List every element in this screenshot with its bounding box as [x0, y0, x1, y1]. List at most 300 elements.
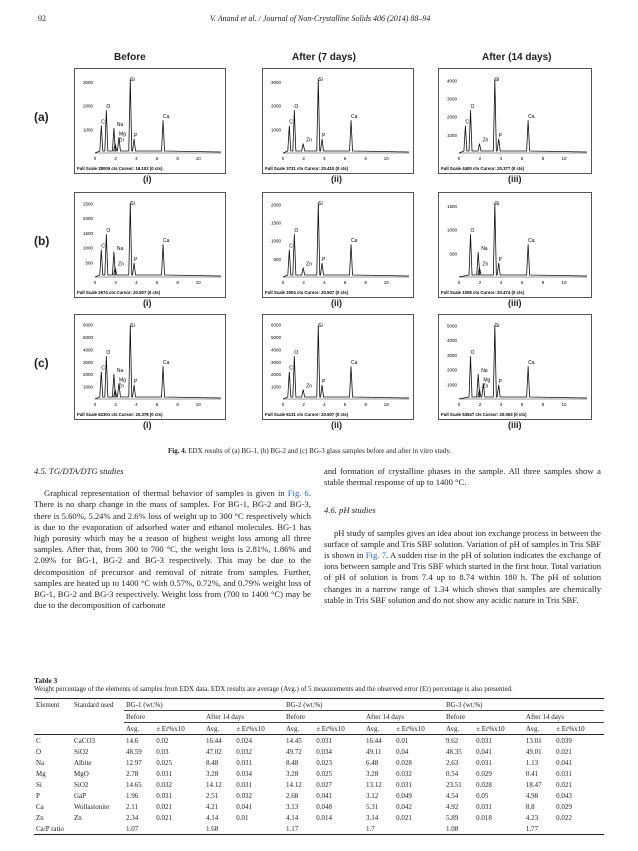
x-tick-label: 2: [302, 156, 305, 161]
row-label: (b): [34, 234, 50, 248]
cell-error: 0.032: [236, 791, 252, 800]
cell-element: Ca: [36, 802, 44, 811]
edx-spectrum-svg: [75, 315, 225, 419]
spectrum-footer: Full Scale 54547 cts Cursor: 20.053 (0 cts): [441, 412, 527, 417]
edx-spectrum-panel: [438, 68, 592, 174]
cell-error: 0.027: [316, 780, 332, 789]
cell-avg: 14.12: [285, 780, 302, 789]
peak-label: Si: [130, 77, 135, 83]
cell-avg: 49.01: [525, 747, 542, 756]
cell-element: P: [36, 791, 40, 800]
edx-spectrum-svg: [439, 315, 591, 419]
table-caption: Weight percentage of the elements of samples from EDX data. EDX results are average (Avg.) of 5 measurements and the observed error (Er) percentage is also presented.: [34, 685, 513, 693]
edx-spectrum-panel: [438, 192, 592, 298]
x-tick-label: 2: [114, 156, 117, 161]
cell-standard: SiO2: [74, 747, 89, 756]
x-tick-label: 6: [520, 402, 524, 407]
cell-error: 0.041: [556, 758, 572, 767]
x-tick-label: 10: [383, 156, 389, 161]
group-header-bg3: BG-3 (wt.%): [444, 699, 604, 711]
spectrum-trace: [283, 203, 409, 277]
x-tick-label: 10: [383, 402, 389, 407]
panel-sublabel: (i): [143, 298, 152, 308]
fig6-link[interactable]: Fig. 6: [287, 488, 309, 499]
y-tick-label: 3000: [82, 80, 93, 86]
peak-label: Zn: [306, 261, 313, 268]
peak-label: Si: [494, 77, 500, 83]
cell-avg: 1.17: [285, 824, 299, 833]
cell-avg: 49.11: [365, 747, 382, 756]
peak-label: P: [134, 132, 138, 139]
table-3: [34, 698, 604, 835]
cell-avg: 1.68: [205, 824, 219, 833]
peak-label: Zn: [482, 383, 489, 390]
subheader-before: Before: [284, 711, 364, 723]
panel-sublabel: (ii): [331, 174, 342, 184]
y-tick-label: 1000: [270, 384, 281, 390]
x-tick-label: 8: [541, 156, 545, 161]
cell-avg: 3.12: [365, 791, 379, 800]
cell-error: 0.018: [476, 813, 492, 822]
y-tick-label: 3000: [446, 352, 457, 358]
x-tick-label: 10: [561, 156, 567, 161]
x-tick-label: 4: [323, 156, 326, 161]
x-tick-label: 0: [93, 402, 97, 407]
peak-label: O: [106, 350, 111, 357]
peak-label: Ca: [163, 238, 170, 245]
cell-error: 0.032: [156, 780, 172, 789]
subheader-after: After 14 days: [364, 711, 444, 723]
x-tick-label: 6: [520, 156, 524, 161]
subheader-err: ± Er%x10: [236, 724, 265, 733]
cell-avg: 14.12: [205, 780, 222, 789]
peak-label: Zn: [482, 261, 489, 268]
spectrum-trace: [459, 203, 587, 277]
peak-label: P: [498, 132, 503, 139]
cell-error: 0.031: [476, 758, 492, 767]
panel-sublabel: (i): [143, 420, 152, 430]
peak-label: Zn: [118, 383, 125, 390]
peak-label: O: [294, 104, 299, 111]
y-tick-label: 2000: [82, 372, 93, 378]
cell-avg: 1.7: [365, 824, 375, 833]
cell-standard: [72, 823, 124, 835]
peak-label: Si: [494, 201, 500, 207]
table-row: [34, 757, 604, 768]
x-tick-label: 6: [343, 280, 347, 285]
cell-avg: 5.31: [365, 802, 379, 811]
peak-label: Si: [318, 323, 323, 329]
row-label: (c): [34, 356, 49, 370]
y-tick-label: 6000: [270, 322, 281, 328]
edx-spectrum-panel: [438, 314, 592, 420]
cell-avg: 48.59: [126, 747, 142, 756]
cell-avg: 0.54: [445, 769, 459, 778]
cell-avg: 4.14: [285, 813, 299, 822]
cell-error: 0.022: [556, 813, 572, 822]
edx-spectrum-svg: [263, 69, 413, 173]
cell-avg: 1.08: [445, 824, 459, 833]
y-tick-label: 3000: [270, 80, 281, 86]
x-tick-label: 8: [176, 402, 179, 407]
cell-error: 0.031: [556, 769, 572, 778]
x-tick-label: 10: [195, 156, 201, 161]
cell-avg: 3.14: [365, 813, 379, 822]
table-row: [34, 812, 604, 823]
cell-avg: 23.51: [445, 780, 462, 789]
spectrum-footer: Full Scale 3731 cts Cursor: 20.410 (0 cts): [265, 166, 349, 171]
cell-error: 0.034: [316, 747, 332, 756]
group-header-bg2: BG-2 (wt.%): [284, 699, 444, 711]
spectrum-footer: Full Scale 4400 cts Cursor: 20.377 (0 cts): [441, 166, 525, 171]
cell-avg: 8.48: [285, 758, 299, 767]
peak-label: Ca: [163, 360, 170, 367]
cell-error: [154, 823, 204, 835]
table-row: [34, 790, 604, 801]
peak-label: P: [134, 256, 138, 263]
y-tick-label: 1000: [82, 384, 93, 390]
paragraph-ph-a: pH study of samples gives an idea about ion exchange process in between the surface of sample and Tris SBF solution. Variation of pH of samples in Tris SBF is shown in: [324, 527, 601, 561]
peak-label: Zn: [118, 261, 125, 268]
cell-error: 0.043: [556, 791, 572, 800]
cell-error: 0.042: [396, 802, 412, 811]
x-tick-label: 0: [457, 402, 461, 407]
peak-label: O: [294, 228, 299, 235]
peak-label: O: [470, 104, 475, 111]
cell-avg: 0.41: [525, 769, 539, 778]
x-tick-label: 6: [520, 280, 524, 285]
fig7-link[interactable]: Fig. 7: [365, 550, 386, 561]
paragraph-ph: [324, 528, 601, 606]
y-tick-label: 1000: [446, 132, 457, 138]
paragraph-tg-a: Graphical representation of thermal behavior of samples is given in: [44, 488, 288, 499]
cell-avg: 1.96: [126, 791, 139, 800]
cell-avg: 4.54: [445, 791, 459, 800]
section-heading-ph: 4.6. pH studies: [324, 505, 376, 516]
peak-label: C: [101, 243, 105, 250]
journal-running-head: V. Anand et al. / Journal of Non-Crystalline Solids 406 (2014) 88–94: [210, 14, 431, 23]
subheader-err: ± Er%x10: [316, 724, 345, 733]
y-tick-label: 1000: [446, 382, 457, 388]
edx-spectrum-svg: [75, 193, 225, 297]
y-tick-label: 1000: [270, 238, 281, 244]
panel-sublabel: (i): [143, 174, 152, 184]
spectrum-trace: [459, 79, 587, 153]
subheader-avg: Avg.: [525, 724, 540, 733]
cell-error: 0.032: [396, 769, 412, 778]
subheader-err: ± Er%x10: [476, 724, 505, 733]
cell-error: 0.024: [236, 736, 252, 745]
cell-error: 0.031: [396, 780, 412, 789]
y-tick-label: 1000: [82, 245, 93, 251]
y-tick-label: 500: [273, 256, 281, 262]
x-tick-label: 2: [302, 280, 305, 285]
edx-spectrum-panel: [262, 314, 414, 420]
cell-avg: 4.21: [205, 802, 219, 811]
x-tick-label: 4: [135, 156, 138, 161]
x-tick-label: 0: [93, 280, 97, 285]
cell-error: 0.031: [156, 791, 172, 800]
x-tick-label: 2: [478, 156, 482, 161]
cell-error: 0.021: [156, 813, 172, 822]
peak-label: P: [322, 256, 326, 263]
spectrum-trace: [95, 203, 221, 277]
cell-avg: 16.44: [365, 736, 382, 745]
cell-avg: 14.6: [126, 736, 139, 745]
right-text-column: [324, 466, 601, 606]
x-tick-label: 0: [93, 156, 97, 161]
cell-error: 0.028: [476, 780, 492, 789]
cell-avg: 6.48: [365, 758, 379, 767]
y-tick-label: 3000: [446, 96, 457, 102]
cell-standard: MgO: [74, 769, 89, 778]
cell-error: 0.029: [556, 802, 572, 811]
peak-label: C: [101, 365, 105, 372]
spectrum-footer: Full Scale 2004 cts Cursor: 20.507 (0 cts): [265, 290, 349, 295]
x-tick-label: 6: [343, 402, 347, 407]
peak-label: P: [322, 132, 326, 139]
spectrum-footer: Full Scale 2674 cts Cursor: 20.507 (0 cts): [77, 290, 161, 295]
y-tick-label: 4000: [270, 347, 281, 353]
page-number: 92: [38, 14, 46, 23]
peak-label: O: [470, 350, 475, 357]
y-tick-label: 2000: [82, 216, 93, 222]
peak-label: Ca: [528, 114, 535, 121]
x-tick-label: 10: [561, 280, 567, 285]
x-tick-label: 0: [457, 156, 461, 161]
y-tick-label: 2000: [270, 202, 281, 208]
peak-label: Na: [116, 122, 124, 129]
section-heading-tg: 4.5. TG/DTA/DTG studies: [34, 466, 124, 476]
x-tick-label: 2: [114, 402, 117, 407]
y-tick-label: 500: [85, 260, 93, 266]
cell-avg: 12.97: [126, 758, 142, 767]
cell-error: 0.021: [396, 813, 412, 822]
cell-error: 0.031: [476, 802, 492, 811]
cell-avg: 3.13: [285, 802, 299, 811]
paragraph-ph-b: . A sudden rise in the pH of solution indicates the exchange of ions between sample and Tris SBF which started in the first hour. Total variation of pH of solution is from 7.4 up to 8.74 within 180 h. The pH of solution changes in a narrow range of 1.34 which shows that samples are chemically stable in Tris SBF solution and do not show any acidic nature in Tris SBF.: [324, 550, 601, 605]
cell-avg: 1.77: [525, 824, 539, 833]
panel-sublabel: (iii): [508, 298, 522, 308]
cell-standard: Wollastonite: [74, 802, 110, 811]
cell-avg: 1.07: [126, 824, 139, 833]
cell-error: 0.029: [476, 769, 492, 778]
x-tick-label: 8: [364, 280, 367, 285]
paragraph-tg: [34, 488, 311, 611]
cell-error: 0.023: [316, 758, 332, 767]
cell-avg: 47.02: [205, 747, 222, 756]
cell-avg: 13.01: [525, 736, 542, 745]
peak-label: O: [470, 228, 475, 235]
cell-error: 0.034: [236, 769, 252, 778]
x-tick-label: 4: [323, 280, 326, 285]
cell-error: 0.041: [476, 747, 492, 756]
x-tick-label: 0: [281, 156, 285, 161]
peak-label: Ca: [163, 114, 170, 121]
cell-error: 0.048: [316, 802, 332, 811]
peak-label: P: [134, 378, 138, 385]
x-tick-label: 8: [364, 156, 367, 161]
spectrum-trace: [95, 79, 221, 153]
peak-label: C: [101, 119, 105, 126]
cell-element: C: [36, 736, 41, 745]
cell-error: 0.021: [156, 802, 172, 811]
cell-error: 0.031: [236, 758, 252, 767]
y-tick-label: 3000: [82, 359, 93, 365]
x-tick-label: 2: [478, 280, 482, 285]
cell-avg: 4.14: [205, 813, 219, 822]
peak-label: Zn: [306, 137, 313, 144]
y-tick-label: 1000: [82, 127, 93, 133]
subheader-after: After 14 days: [204, 711, 284, 723]
y-tick-label: 4000: [82, 347, 93, 353]
edx-spectrum-panel: [74, 314, 226, 420]
group-header-bg1: BG-1 (wt.%): [124, 699, 284, 711]
cell-avg: 8.48: [205, 758, 219, 767]
cell-standard: CaCO3: [74, 736, 95, 745]
cell-avg: 3.28: [205, 769, 219, 778]
x-tick-label: 10: [195, 280, 201, 285]
subheader-after: After 14 days: [524, 711, 604, 723]
cell-error: 0.02: [156, 736, 169, 745]
cell-avg: 4.23: [525, 813, 539, 822]
subheader-before: Before: [124, 711, 204, 723]
x-tick-label: 4: [323, 402, 326, 407]
y-tick-label: 500: [449, 251, 457, 257]
spectrum-footer: Full Scale 62301 cts Cursor: 20.378 (0 cts): [77, 412, 163, 417]
edx-spectrum-svg: [75, 69, 225, 173]
cell-avg: 18.47: [525, 780, 542, 789]
edx-spectrum-panel: [74, 192, 226, 298]
x-tick-label: 4: [499, 156, 503, 161]
x-tick-label: 4: [135, 402, 138, 407]
y-tick-label: 4000: [446, 78, 457, 84]
y-tick-label: 2000: [82, 103, 93, 109]
peak-label: O: [106, 104, 111, 111]
subheader-avg: Avg.: [445, 724, 460, 733]
peak-label: Ca: [528, 238, 535, 245]
cell-error: 0.041: [316, 791, 332, 800]
cell-error: [394, 823, 444, 835]
cell-error: 0.031: [236, 780, 252, 789]
row-label: (a): [34, 110, 49, 124]
y-tick-label: 1500: [82, 230, 93, 236]
cell-avg: 8.8: [525, 802, 535, 811]
peak-label: Zn: [306, 383, 313, 390]
peak-label: Na: [116, 368, 124, 375]
cell-error: 0.025: [316, 769, 332, 778]
peak-label: Si: [318, 201, 323, 207]
peak-label: Si: [494, 323, 500, 329]
subheader-err: ± Er%x10: [396, 724, 425, 733]
cell-avg: 3.28: [365, 769, 379, 778]
x-tick-label: 4: [499, 402, 503, 407]
x-tick-label: 2: [302, 402, 305, 407]
peak-label: Ca: [528, 360, 535, 367]
cell-error: 0.01: [396, 736, 409, 745]
peak-label: Mg: [118, 377, 126, 384]
table-row: [34, 779, 604, 790]
cell-error: 0.028: [396, 758, 412, 767]
x-tick-label: 8: [541, 402, 545, 407]
edx-spectrum-svg: [263, 193, 413, 297]
x-tick-label: 0: [457, 280, 461, 285]
x-tick-label: 0: [281, 402, 285, 407]
cell-avg: 2.51: [205, 791, 219, 800]
figure-caption-text: EDX results of (a) BG-1, (b) BG-2 and (c) BG-3 glass samples before and after in vitro study.: [188, 447, 452, 455]
peak-label: P: [498, 378, 503, 385]
y-tick-label: 1000: [270, 127, 281, 133]
panel-sublabel: (iii): [508, 174, 522, 184]
peak-label: Ca: [351, 360, 358, 367]
peak-label: Ca: [351, 114, 358, 121]
cell-avg: 2.63: [445, 758, 459, 767]
cell-avg: 4.92: [445, 802, 459, 811]
edx-figure: [34, 52, 598, 444]
x-tick-label: 4: [499, 280, 503, 285]
y-tick-label: 2500: [82, 201, 93, 207]
column-title: Before: [114, 52, 146, 63]
spectrum-footer: Full Scale 1008 cts Cursor: 20.474 (0 cts): [441, 290, 525, 295]
cell-error: 0.05: [476, 791, 489, 800]
peak-label: Mg: [118, 131, 126, 138]
cell-avg: 13.12: [365, 780, 382, 789]
y-tick-label: 2000: [446, 367, 457, 373]
peak-label: C: [289, 243, 293, 250]
col-header-standard: Standard used: [74, 700, 114, 709]
cell-standard: SiO2: [74, 780, 89, 789]
peak-label: Si: [130, 323, 135, 329]
edx-spectrum-svg: [263, 315, 413, 419]
cell-error: 0.041: [236, 802, 252, 811]
y-tick-label: 1500: [446, 204, 457, 210]
peak-label: O: [294, 350, 299, 357]
cell-standard: Albite: [74, 758, 92, 767]
subheader-avg: Avg.: [126, 724, 140, 733]
y-tick-label: 5000: [446, 323, 457, 329]
y-tick-label: 1500: [270, 220, 281, 226]
spectrum-footer: Full Scale 28005 cts Cursor: 19.102 (0 cts): [77, 166, 163, 171]
x-tick-label: 4: [135, 280, 138, 285]
cell-element: Si: [36, 780, 42, 789]
x-tick-label: 8: [176, 156, 179, 161]
peak-label: C: [465, 119, 470, 126]
peak-label: C: [289, 119, 293, 126]
cell-standard: GaP: [74, 791, 87, 800]
subheader-err: ± Er%x10: [556, 724, 585, 733]
subheader-avg: Avg.: [205, 724, 220, 733]
table-row: [34, 768, 604, 779]
cell-error: 0.021: [556, 780, 572, 789]
cell-avg: 49.72: [285, 747, 302, 756]
y-tick-label: 2000: [446, 114, 457, 120]
y-tick-label: 5000: [82, 335, 93, 341]
cell-error: 0.031: [156, 769, 172, 778]
x-tick-label: 10: [195, 402, 201, 407]
cell-avg: 2.68: [285, 791, 299, 800]
cell-error: [314, 823, 364, 835]
panel-sublabel: (iii): [508, 420, 522, 430]
y-tick-label: 2000: [270, 103, 281, 109]
subheader-before: Before: [444, 711, 524, 723]
x-tick-label: 10: [561, 402, 567, 407]
column-title: After (7 days): [292, 52, 356, 63]
cell-error: [474, 823, 524, 835]
cell-error: 0.031: [476, 736, 492, 745]
cell-avg: 2.34: [126, 813, 139, 822]
peak-label: P: [498, 256, 503, 263]
table-row: [34, 823, 604, 835]
